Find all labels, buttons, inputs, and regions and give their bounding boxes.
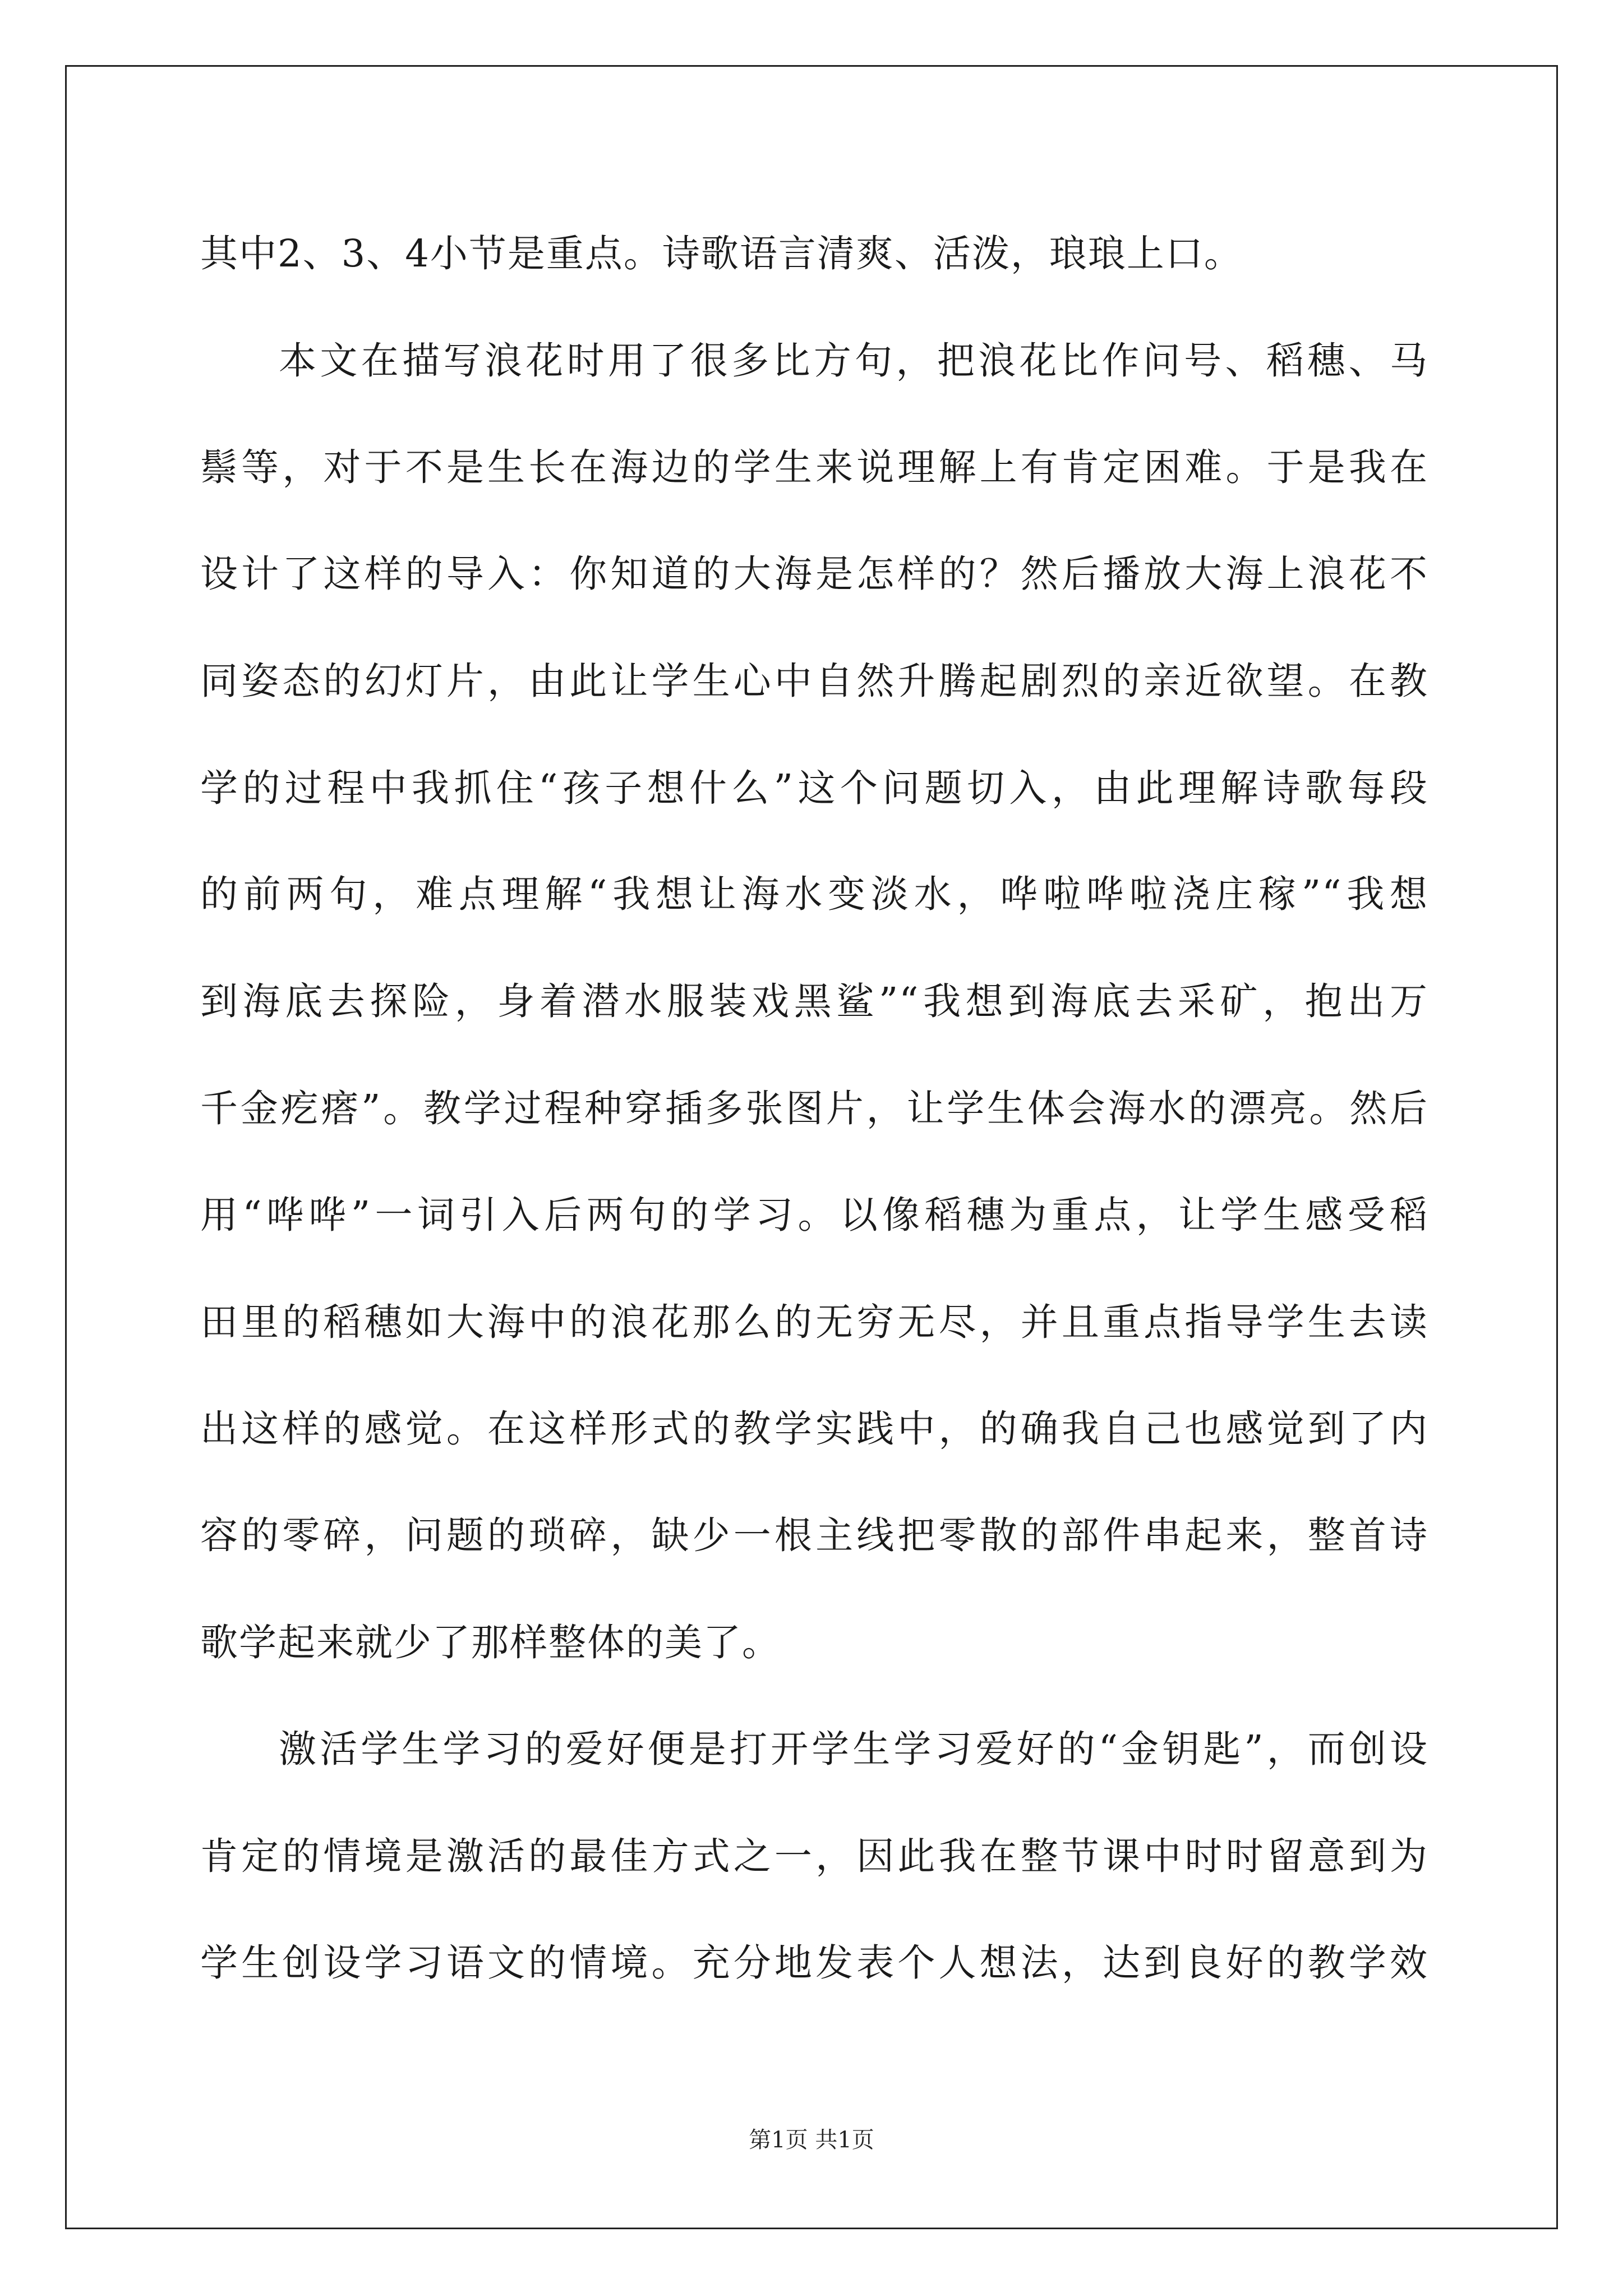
text-line-1: 其中2、3、4小节是重点。诗歌语言清爽、活泼，琅琅上口。 [200,232,1243,275]
text-line-4: 设计了这样的导入：你知道的大海是怎样的？然后播放大海上浪花不 [200,552,1428,596]
text-line-14: 歌学起来就少了那样整体的美了。 [200,1621,781,1664]
page-number-footer: 第1页 共1页 [749,2127,874,2153]
text-line-11: 田里的稻穗如大海中的浪花那么的无穷无尽，并且重点指导学生去读 [200,1300,1428,1344]
text-line-8: 到海底去探险，身着潜水服装戏黑鲨”“我想到海底去采矿，抱出万 [200,979,1428,1023]
text-line-3: 鬃等，对于不是生长在海边的学生来说理解上有肯定困难。于是我在 [200,445,1428,489]
text-line-10: 用“哗哗”一词引入后两句的学习。以像稻穗为重点，让学生感受稻 [200,1193,1428,1237]
text-line-9: 千金疙瘩”。教学过程种穿插多张图片，让学生体会海水的漂亮。然后 [200,1087,1428,1130]
text-line-16: 肯定的情境是激活的最佳方式之一，因此我在整节课中时时留意到为 [200,1834,1428,1878]
text-line-12: 出这样的感觉。在这样形式的教学实践中，的确我自己也感觉到了内 [200,1407,1428,1451]
text-line-7: 的前两句，难点理解“我想让海水变淡水，哗啦哗啦浇庄稼”“我想 [200,872,1428,916]
text-line-15: 激活学生学习的爱好便是打开学生学习爱好的“金钥匙”，而创设 [279,1727,1428,1771]
text-line-5: 同姿态的幻灯片，由此让学生心中自然升腾起剧烈的亲近欲望。在教 [200,659,1428,703]
text-line-6: 学的过程中我抓住“孩子想什么”这个问题切入，由此理解诗歌每段 [200,766,1428,810]
text-line-2: 本文在描写浪花时用了很多比方句，把浪花比作问号、稻穗、马 [279,339,1428,383]
text-line-13: 容的零碎，问题的琐碎，缺少一根主线把零散的部件串起来，整首诗 [200,1513,1428,1557]
text-line-17: 学生创设学习语文的情境。充分地发表个人想法，达到良好的教学效 [200,1941,1428,1985]
